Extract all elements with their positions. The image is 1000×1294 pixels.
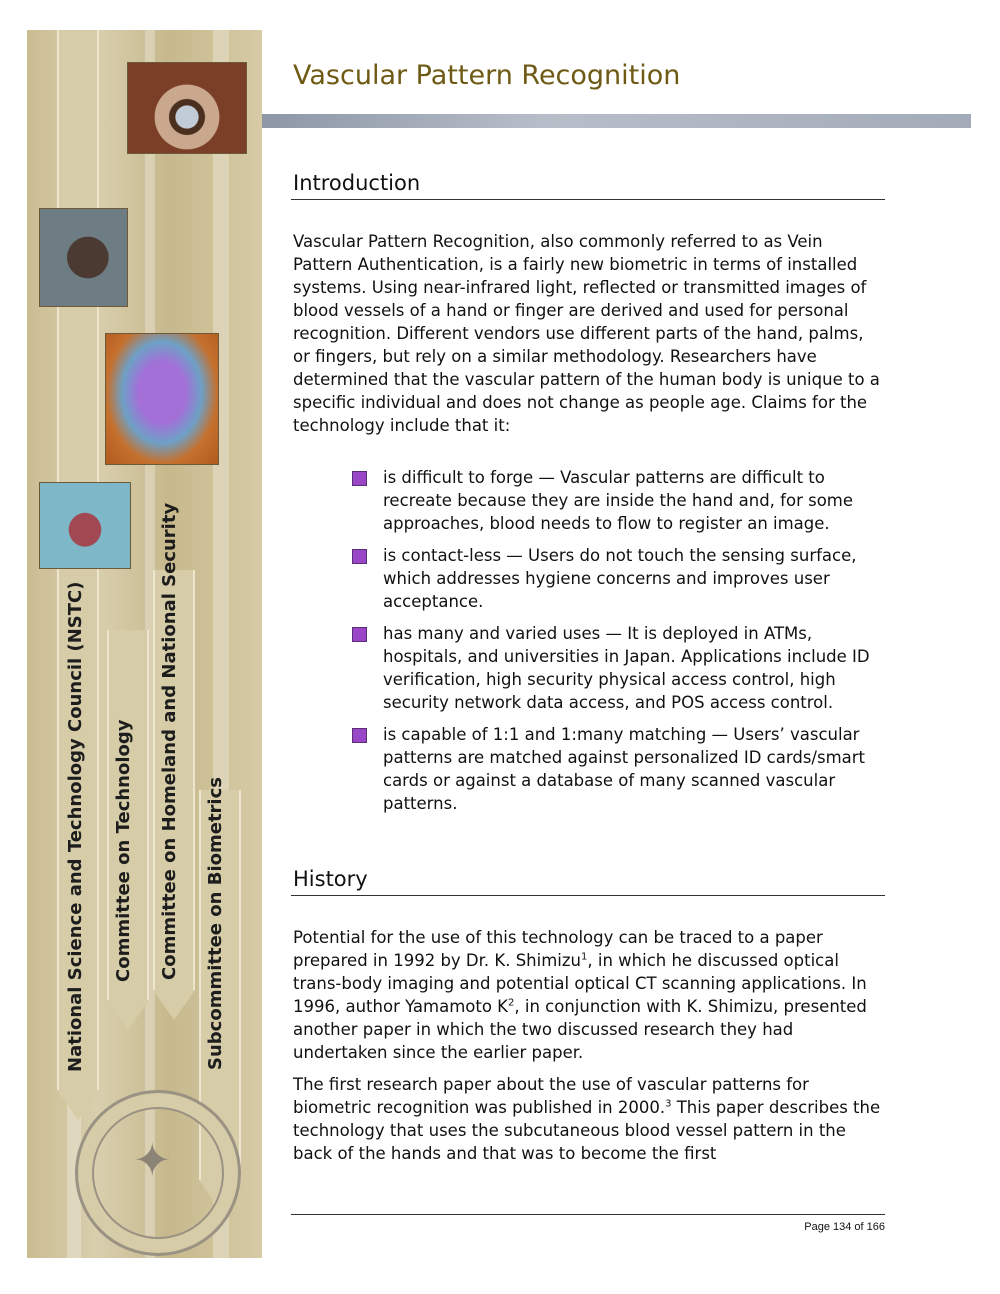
history-paragraph-1 bbox=[293, 926, 885, 1064]
history-p2-text-b: This paper describes the technology that uses the subcutaneous blood vessel pattern in the back of the hands and that was to become the first bbox=[293, 1098, 881, 1163]
lips-photo bbox=[39, 482, 131, 569]
introduction-rule bbox=[291, 199, 885, 200]
fingerprint-photo bbox=[105, 333, 219, 465]
introduction-text: Vascular Pattern Recognition, also commonly referred to as Vein Pattern Authentication, is a fairly new biometric in terms of installed systems. Using near-infrared light, reflected or transmitted images of blood vessels of a hand or finger are derived and used for personal recognition. Different vendors use different parts of the hand, palms, or fingers, but rely on a similar methodology. Researchers have determined that the vascular pattern of the human body is unique to a specific individual and does not change as people age. Claims for the technology include that it: bbox=[293, 232, 880, 435]
footnote-ref-2: 2 bbox=[508, 997, 515, 1009]
history-p1-text-b: , in which he discussed optical trans-body imaging and potential optical CT scanning applications. In 1996, author Yamamoto K bbox=[293, 951, 867, 1016]
purple-square-icon bbox=[352, 627, 367, 642]
purple-square-icon bbox=[352, 549, 367, 564]
footnote-ref-3: 3 bbox=[665, 1098, 672, 1110]
history-p1-text-a: Potential for the use of this technology can be traced to a paper prepared in 1992 by Dr. K. Shimizu bbox=[293, 928, 823, 970]
bullet-text: — It is deployed in ATMs, hospitals, and universities in Japan. Applications include ID verification, high security physical access control, high security network data access, and POS access control. bbox=[383, 624, 870, 712]
purple-square-icon bbox=[352, 728, 367, 743]
bullet-text: — Users do not touch the sensing surface, which addresses hygiene concerns and improves user acceptance. bbox=[383, 546, 857, 611]
page-number: Page 134 of 166 bbox=[804, 1221, 885, 1233]
bullet-term: is contact-less bbox=[383, 546, 502, 565]
history-rule bbox=[291, 895, 885, 896]
history-p1-text-c: , in conjunction with K. Shimizu, presented another paper in which the two discussed research they had undertaken since the earlier paper. bbox=[293, 997, 867, 1062]
sidebar-label-biometrics: Subcommittee on Biometrics bbox=[205, 777, 226, 1070]
eye-photo bbox=[127, 62, 247, 154]
introduction-heading: Introduction bbox=[293, 171, 421, 195]
introduction-paragraph bbox=[293, 230, 885, 437]
page-title: Vascular Pattern Recognition bbox=[293, 60, 681, 91]
bullet-text: — Users’ vascular patterns are matched against personalized ID cards/smart cards or against a database of many scanned vascular patterns. bbox=[383, 725, 866, 813]
history-heading: History bbox=[293, 867, 368, 891]
history-paragraph-2 bbox=[293, 1073, 885, 1165]
sidebar-label-nstc: National Science and Technology Council (NSTC) bbox=[65, 581, 86, 1072]
list-item bbox=[352, 544, 892, 613]
sidebar-label-technology: Committee on Technology bbox=[113, 719, 134, 982]
bullet-term: has many and varied uses bbox=[383, 624, 601, 643]
history-p2-text-a: The first research paper about the use of vascular patterns for biometric recognition was published in 2000. bbox=[293, 1075, 809, 1117]
decorative-sidebar bbox=[27, 30, 262, 1258]
bullet-term: is capable of 1:1 and 1:many matching bbox=[383, 725, 707, 744]
claims-list bbox=[352, 466, 892, 824]
sidebar-label-homeland: Committee on Homeland and National Security bbox=[159, 502, 180, 980]
footer-rule bbox=[291, 1214, 885, 1215]
list-item bbox=[352, 622, 892, 714]
list-item bbox=[352, 723, 892, 815]
bullet-text: — Vascular patterns are difficult to recreate because they are inside the hand and, for some approaches, blood needs to flow to register an image. bbox=[383, 468, 854, 533]
hand-photo bbox=[39, 208, 128, 307]
bullet-term: is difficult to forge bbox=[383, 468, 534, 487]
title-divider bbox=[262, 114, 971, 128]
list-item bbox=[352, 466, 892, 535]
presidential-seal-icon: ✦ bbox=[75, 1090, 241, 1256]
footnote-ref-1: 1 bbox=[581, 951, 588, 963]
history-section bbox=[293, 926, 885, 1165]
purple-square-icon bbox=[352, 471, 367, 486]
